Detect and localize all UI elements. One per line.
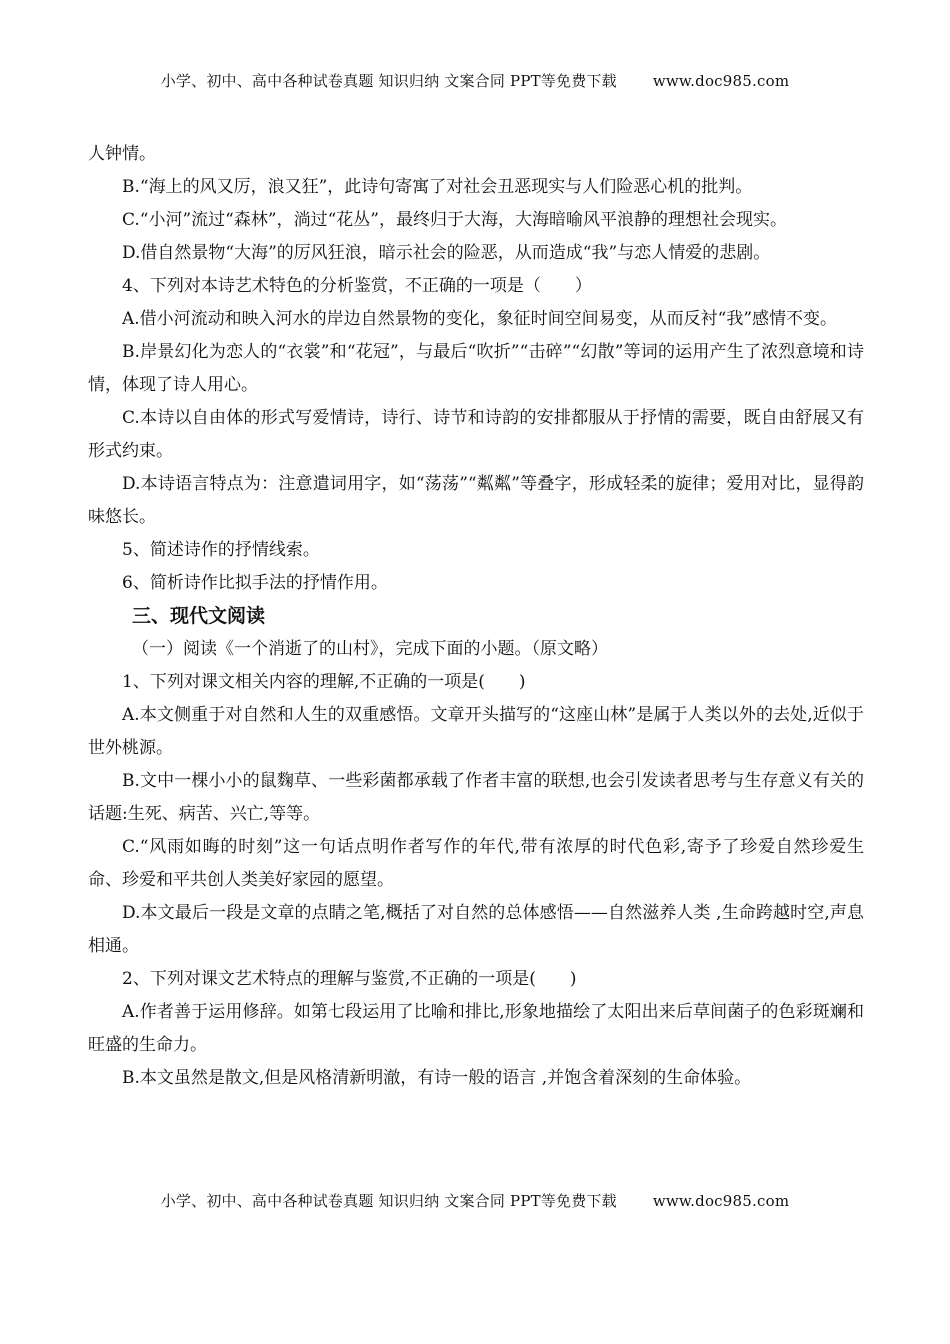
- page-footer: [0, 1190, 950, 1211]
- page-header: [0, 70, 950, 91]
- continued-text: 人钟情。: [88, 144, 156, 164]
- r2-option-b: B.本文虽然是散文,但是风格清新明澈，有诗一般的语言 ,并饱含着深刻的生命体验。: [122, 1068, 752, 1088]
- q4-option-a: A.借小河流动和映入河水的岸边自然景物的变化，象征时间空间易变，从而反衬“我”感情不变。: [122, 309, 838, 329]
- q4-option-d: D.本诗语言特点为：注意遣词用字，如“荡荡”“粼粼”等叠字，形成轻柔的旋律；爱用对比，显得韵味悠长。: [88, 474, 864, 527]
- header-text: 小学、初中、高中各种试卷真题 知识归纳 文案合同 PPT等免费下载: [160, 72, 617, 90]
- q3-option-d: D.借自然景物“大海”的厉风狂浪，暗示社会的险恶，从而造成“我”与恋人情爱的悲剧。: [122, 243, 771, 263]
- r1-option-a: A.本文侧重于对自然和人生的双重感悟。文章开头描写的“这座山林”是属于人类以外的去处,近似于世外桃源。: [88, 705, 864, 758]
- reading-question-1: 1、下列对课文相关内容的理解,不正确的一项是( ): [122, 672, 526, 692]
- r1-option-d: D.本文最后一段是文章的点睛之笔,概括了对自然的总体感悟——自然滋养人类 ,生命跨越时空,声息相通。: [88, 903, 864, 956]
- r1-option-b: B.文中一棵小小的鼠麴草、一些彩菌都承载了作者丰富的联想,也会引发读者思考与生存意义有关的话题:生死、病苦、兴亡,等等。: [88, 771, 864, 824]
- r2-option-a: A.作者善于运用修辞。如第七段运用了比喻和排比,形象地描绘了太阳出来后草间菌子的色彩斑斓和旺盛的生命力。: [88, 1002, 864, 1055]
- q4-option-b: B.岸景幻化为恋人的“衣裳”和“花冠”，与最后“吹折”“击碎”“幻散”等词的运用产生了浓烈意境和诗情，体现了诗人用心。: [88, 342, 864, 395]
- question-5: 5、简述诗作的抒情线索。: [122, 540, 320, 560]
- subsection-title-1: （一）阅读《一个消逝了的山村》，完成下面的小题。（原文略）: [132, 639, 608, 659]
- q3-option-b: B.“海上的风又厉，浪又狂”，此诗句寄寓了对社会丑恶现实与人们险恶心机的批判。: [122, 177, 753, 197]
- document-body: [88, 138, 864, 1095]
- question-4: 4、下列对本诗艺术特色的分析鉴赏，不正确的一项是（ ）: [122, 276, 592, 296]
- section-title-3: 三、现代文阅读: [132, 605, 266, 627]
- header-url[interactable]: www.doc985.com: [652, 72, 790, 90]
- r1-option-c: C.“风雨如晦的时刻”这一句话点明作者写作的年代,带有浓厚的时代色彩,寄予了珍爱自然珍爱生命、珍爱和平共创人类美好家园的愿望。: [88, 837, 864, 890]
- reading-question-2: 2、下列对课文艺术特点的理解与鉴赏,不正确的一项是( ): [122, 969, 577, 989]
- footer-text: 小学、初中、高中各种试卷真题 知识归纳 文案合同 PPT等免费下载: [160, 1192, 617, 1210]
- footer-url[interactable]: www.doc985.com: [652, 1192, 790, 1210]
- q4-option-c: C.本诗以自由体的形式写爱情诗，诗行、诗节和诗韵的安排都服从于抒情的需要，既自由舒展又有形式约束。: [88, 408, 864, 461]
- q3-option-c: C.“小河”流过“森林”，淌过“花丛”，最终归于大海，大海暗喻风平浪静的理想社会现实。: [122, 210, 787, 230]
- question-6: 6、简析诗作比拟手法的抒情作用。: [122, 573, 388, 593]
